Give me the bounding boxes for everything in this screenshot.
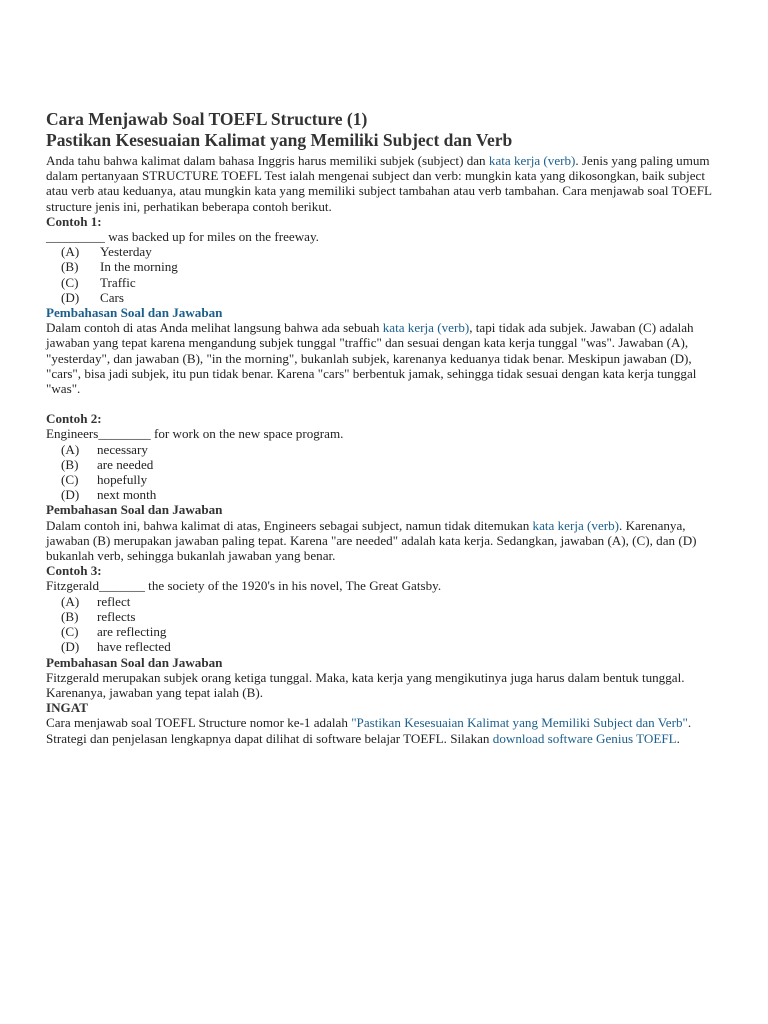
example-2-question: Engineers________ for work on the new space program.	[46, 426, 344, 442]
article	[46, 109, 722, 746]
ingat-label: INGAT	[46, 700, 88, 716]
option: (C) Traffic	[61, 274, 136, 290]
example-3-label: Contoh 3:	[46, 563, 102, 579]
verb-link[interactable]: kata kerja (verb)	[382, 320, 470, 336]
option: (A) reflect	[61, 593, 131, 609]
option: (D) have reflected	[61, 639, 171, 655]
option: (A) necessary	[61, 441, 148, 457]
option: (B) are needed	[61, 456, 154, 472]
example-3-question: Fitzgerald_______ the society of the 1920's in his novel, The Great Gatsby.	[46, 578, 442, 594]
example-3-discussion-heading: Pembahasan Soal dan Jawaban	[46, 654, 223, 670]
example-1-discussion-heading: Pembahasan Soal dan Jawaban	[46, 305, 223, 321]
page-title: Cara Menjawab Soal TOEFL Structure (1)	[46, 109, 368, 129]
example-3-options	[46, 594, 722, 655]
download-link[interactable]: download software Genius TOEFL	[492, 730, 677, 746]
example-1-label: Contoh 1:	[46, 213, 102, 229]
example-1-discussion: Dalam contoh di atas Anda melihat langsung bahwa ada sebuah kata kerja (verb), tapi tidak ada subjek. Jawaban (C) adalah jawaban yang tepat karena mengandung subjek tunggal "traffic" dan sesuai dengan kata kerja tunggal "was". Jawaban (A), "yesterday", dan jawaban (B), "in the morning", bukanlah subjek, karenanya keduanya tidak benar. Meskipun jawaban (D), "cars", bisa jadi subjek, itu pun tidak benar. Karena "cars" berbentuk jamak, sehingga tidak sesuai dengan kata kerja tunggal "was".	[46, 320, 697, 397]
option: (D) Cars	[61, 289, 125, 305]
option: (B) In the morning	[61, 259, 178, 275]
strategy-link[interactable]: "Pastikan Kesesuaian Kalimat yang Memiliki Subject dan Verb"	[351, 715, 688, 731]
option: (D) next month	[61, 487, 157, 503]
example-3-discussion: Fitzgerald merupakan subjek orang ketiga tunggal. Maka, kata kerja yang mengikutinya juga harus dalam bentuk tunggal. Karenanya, jawaban yang tepat ialah (B).	[46, 669, 685, 700]
page-subtitle: Pastikan Kesesuaian Kalimat yang Memiliki Subject dan Verb	[46, 130, 513, 150]
option: (C) hopefully	[61, 472, 148, 488]
intro-paragraph: Anda tahu bahwa kalimat dalam bahasa Inggris harus memiliki subjek (subject) dan kata kerja (verb). Jenis yang paling umum dalam pertanyaan STRUCTURE TOEFL Test ialah mengenai subject dan verb: mungkin kata yang dikosongkan, baik subject atau verb atau keduanya, atau mungkin kata yang memiliki subject tambahan atau verb tambahan. Cara menjawab soal TOEFL structure jenis ini, perhatikan beberapa contoh berikut.	[46, 153, 712, 214]
ingat-paragraph: Cara menjawab soal TOEFL Structure nomor ke-1 adalah "Pastikan Kesesuaian Kalimat yang Memiliki Subject dan Verb". Strategi dan penjelasan lengkapnya dapat dilihat di software belajar TOEFL. Silakan download software Genius TOEFL.	[46, 715, 692, 746]
verb-link[interactable]: kata kerja (verb)	[488, 153, 576, 168]
option: (C) are reflecting	[61, 624, 167, 640]
option: (A) Yesterday	[61, 244, 152, 260]
example-2-discussion: Dalam contoh ini, bahwa kalimat di atas, Engineers sebagai subject, namun tidak ditemukan kata kerja (verb). Karenanya, jawaban (B) merupakan jawaban paling tepat. Karena "are needed" adalah kata kerja. Sedangkan, jawaban (A), (C), dan (D) bukanlah verb, sehingga bukanlah jawaban yang benar.	[46, 517, 697, 564]
verb-link[interactable]: kata kerja (verb)	[532, 517, 620, 533]
example-1-question: _________ was backed up for miles on the freeway.	[46, 229, 319, 245]
example-1-options	[46, 244, 722, 305]
example-2-label: Contoh 2:	[46, 411, 102, 427]
option: (B) reflects	[61, 608, 136, 624]
example-2-options	[46, 442, 722, 503]
example-2-discussion-heading: Pembahasan Soal dan Jawaban	[46, 502, 223, 518]
